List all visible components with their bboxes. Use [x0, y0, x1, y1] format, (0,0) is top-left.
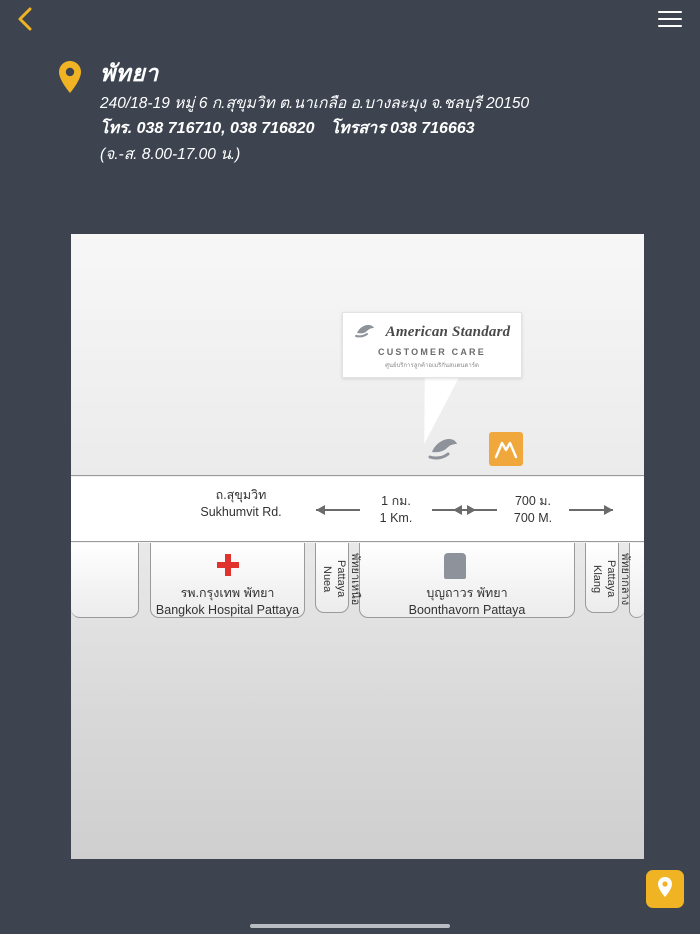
home-indicator: [250, 924, 450, 928]
branch-info: [0, 42, 700, 167]
distance-marker-1: [316, 493, 476, 527]
shop-orange-icon: [489, 432, 523, 466]
side-road-nuea-th: พัทยาเหนือ: [349, 552, 361, 606]
map-pin-icon: [56, 60, 84, 94]
road-name: [181, 487, 301, 521]
poi-boonthavorn-label: [359, 585, 575, 619]
branch-phone-line: [100, 116, 670, 142]
american-standard-logo-icon: [354, 320, 380, 345]
branch-fax: โทรสาร 038 716663: [330, 120, 475, 137]
callout-brand: American Standard: [385, 324, 511, 340]
road-name-th: ถ.สุขุมวิท: [215, 488, 267, 502]
side-road-nuea-label: [320, 548, 362, 610]
distance-label-1: [364, 493, 428, 527]
branch-hours: (จ.-ส. 8.00-17.00 น.): [100, 146, 241, 163]
block-left-edge: [71, 543, 139, 618]
distance-1-th: 1 กม.: [381, 494, 411, 508]
top-bar: [0, 0, 700, 42]
distance-2-en: 700 M.: [513, 511, 553, 525]
map-lower-area: [71, 543, 644, 859]
distance-1-en: 1 Km.: [379, 511, 413, 525]
distance-marker-2: [453, 493, 613, 527]
branch-address: 240/18-19 หมู่ 6 ก.สุขุมวิท ต.นาเกลือ อ.บางละมุง จ.ชลบุรี 20150: [100, 95, 530, 112]
map-upper-area: [71, 234, 644, 476]
map-road-band: [71, 477, 644, 542]
menu-bar-1: [658, 11, 682, 13]
distance-label-2: [501, 493, 565, 527]
poi-boonthavorn-en: Boonthavorn Pattaya: [408, 603, 526, 617]
poi-hospital-th: รพ.กรุงเทพ พัทยา: [180, 586, 275, 600]
customer-care-hand-icon: [427, 432, 465, 464]
building-grey-icon: [444, 553, 466, 579]
arrow-left-icon: [316, 504, 360, 516]
hospital-cross-icon: [216, 553, 240, 577]
chevron-left-icon: [18, 7, 32, 31]
branch-phone[interactable]: โทร. 038 716710, 038 716820: [100, 120, 315, 137]
distance-2-th: 700 ม.: [514, 494, 552, 508]
side-road-klang-label: [590, 548, 632, 610]
side-road-klang-en: Pattaya Klang: [591, 560, 617, 598]
callout-subtitle: CUSTOMER CARE: [378, 347, 486, 357]
back-button[interactable]: [8, 2, 42, 36]
poi-hospital-label: [150, 585, 305, 619]
menu-bar-2: [658, 18, 682, 20]
arrow-left-icon-2: [453, 504, 497, 516]
poi-boonthavorn-th: บุญถาวร พัทยา: [426, 586, 508, 600]
arrow-right-icon-2: [569, 504, 613, 516]
locate-button[interactable]: [646, 870, 684, 908]
hamburger-menu-icon[interactable]: [658, 4, 690, 34]
callout-subtitle-th: ศูนย์บริการลูกค้าอเมริกันสแตนดาร์ด: [385, 363, 479, 369]
poi-hospital-en: Bangkok Hospital Pattaya: [155, 603, 300, 617]
side-road-nuea-en: Pattaya Nuea: [321, 560, 347, 598]
side-road-klang-th: พัทยากลาง: [619, 552, 631, 606]
map-image[interactable]: [71, 234, 644, 859]
map-pin-icon: [656, 876, 674, 903]
road-name-en: Sukhumvit Rd.: [200, 505, 282, 519]
menu-bar-3: [658, 25, 682, 27]
branch-name: พัทยา: [100, 60, 159, 86]
map-callout: [342, 312, 522, 378]
